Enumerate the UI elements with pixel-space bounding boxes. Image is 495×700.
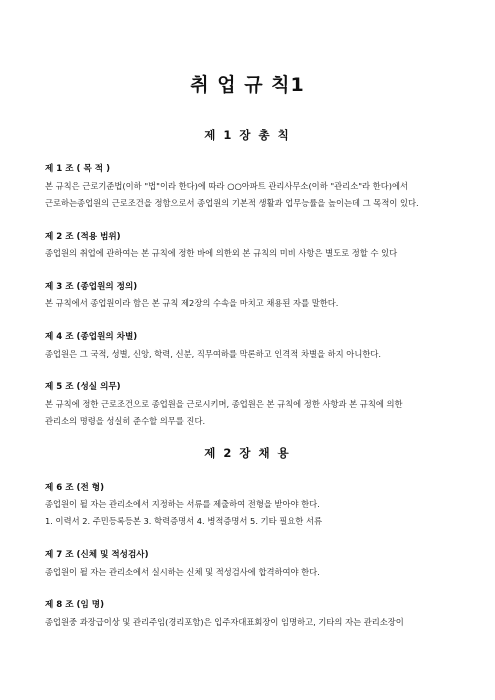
article-2-line-1: 종업원의 취업에 관하여는 본 규칙에 정한 바에 의한외 본 규칙의 미비 사항은 별도로 정할 수 있다	[45, 248, 398, 258]
article-4-heading: 제 4 조 (종업원의 차별)	[45, 332, 138, 342]
article-5-line-2: 관리소의 명령을 성실히 준수할 의무를 진다.	[45, 416, 206, 426]
article-8-line-1: 종업원중 과장급이상 및 관리주임(경리포함)은 입주자대표회장이 임명하고, 기타의 자는 관리소장이	[45, 617, 404, 627]
article-5-line-1: 본 규칙에 정한 근로조건으로 종업원을 근로시키며, 종업원은 본 규칙에 정한 사항과 본 규칙에 의한	[45, 399, 403, 409]
document-title: 취 업 규 칙1	[190, 74, 305, 96]
article-2-heading: 제 2 조 (적용 범위)	[45, 232, 121, 242]
article-5-heading: 제 5 조 (성실 의무)	[45, 382, 121, 392]
article-8-heading: 제 8 조 (임 명)	[45, 600, 105, 610]
article-6-heading: 제 6 조 (전 형)	[45, 483, 105, 493]
article-7-line-1: 종업원이 될 자는 관리소에서 실시하는 신체 및 적성검사에 합격하여야 한다.	[45, 567, 320, 577]
article-1-line-1: 본 규칙은 근로기준법(이하 "법"이라 한다)에 따라 ○○아파트 관리사무소(이하 "관리소"라 한다)에서	[45, 181, 408, 191]
article-7-heading: 제 7 조 (신체 및 적성검사)	[45, 550, 149, 560]
article-6-line-2: 1. 이력서 2. 주민등록등본 3. 학력증명서 4. 병적증명서 5. 기타 필요한 서류	[45, 516, 322, 526]
article-3-line-1: 본 규칙에서 종업원이라 함은 본 규칙 제2장의 수속을 마치고 채용된 자를 말한다.	[45, 298, 339, 308]
chapter-2-heading: 제 2 장 채 용	[204, 446, 291, 460]
chapter-1-heading: 제 1 장 총 칙	[204, 128, 291, 142]
article-1-heading: 제 1 조 ( 목 적 )	[45, 164, 110, 174]
article-6-line-1: 종업원이 될 자는 관리소에서 지정하는 서류를 제출하여 전형을 받아야 한다.	[45, 499, 320, 509]
article-3-heading: 제 3 조 (종업원의 정의)	[45, 282, 138, 292]
article-1-line-2: 근로하는종업원의 근로조건을 정함으로서 종업원의 기본적 생활과 업무능률을 높이는데 그 목적이 있다.	[45, 198, 419, 208]
article-4-line-1: 종업원은 그 국적, 성별, 신앙, 학력, 신분, 직무여하를 막론하고 인격적 차별을 하지 아니한다.	[45, 349, 382, 359]
